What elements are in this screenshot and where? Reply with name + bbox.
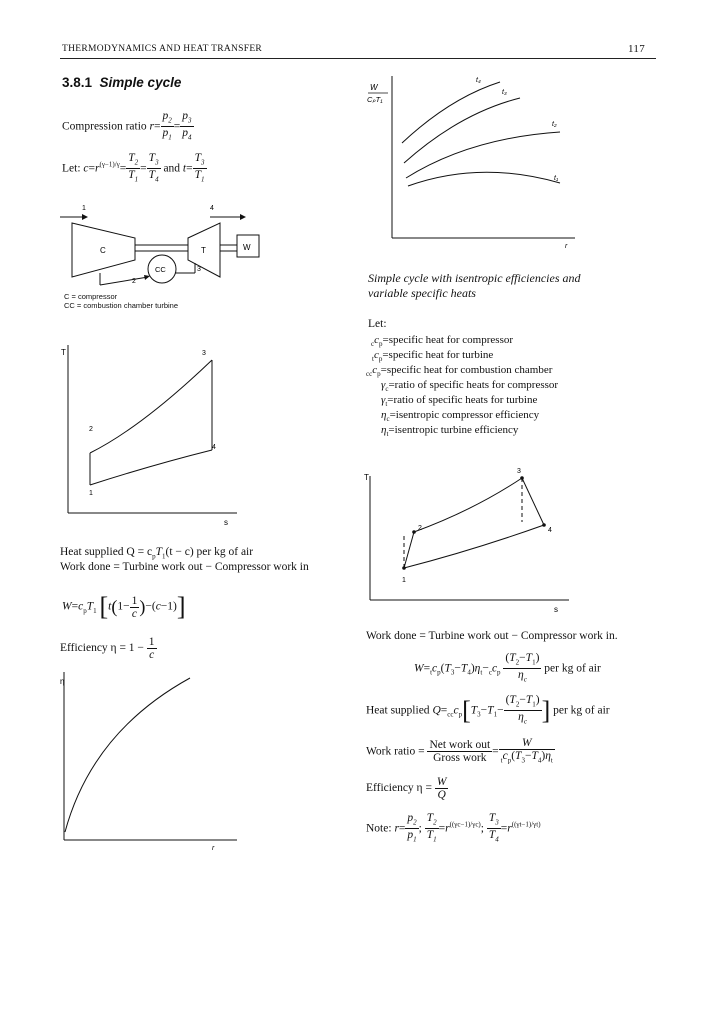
compression-ratio-label: Compression ratio: [62, 120, 147, 133]
eff-axis-eta: η: [60, 677, 65, 686]
page-number: 117: [628, 43, 645, 55]
net-work-label: Net work out: [429, 739, 491, 752]
wgraph-x: r: [565, 243, 568, 250]
note-label: Note:: [366, 822, 392, 835]
def-cpcc: $_{cc}c_p=specific$ heat for combustion chamber: [366, 364, 553, 379]
let-label: Let:: [62, 162, 81, 175]
ts-point-2: 2: [89, 426, 93, 433]
section-heading: [62, 75, 181, 90]
ts-axis-T: T: [61, 348, 66, 357]
caption-line-1: Simple cycle with isentropic efficiencies and: [368, 271, 581, 285]
label-point-2: 2: [132, 278, 136, 285]
right-work-eq: $W=_tc_p(T_3-T_4)\eta_t-_cc_p$ $\frac{(T_2-T_1)}{\eta_c}$ per kg of air: [414, 652, 601, 684]
ts-diagram-simple: [61, 345, 242, 527]
work-vs-r-graph: [360, 68, 580, 248]
ts2-point-1: 1: [402, 577, 406, 584]
heat-supplied-text: Heat supplied Q = c: [60, 546, 153, 558]
gas-turbine-schematic: [60, 205, 280, 295]
ts-diagram-efficiencies: [364, 470, 574, 615]
right-efficiency-label: Efficiency η =: [366, 782, 432, 795]
work-ratio-eq: Work ratio = $\frac{\text{Net work out}}{\text{Gross work}}$ = $\frac{W}{_tc_p(T_3-T_4)\eta_t}$: [366, 737, 553, 765]
ts-point-1: 1: [89, 490, 93, 497]
eff-axis-r: r: [212, 845, 215, 852]
def-gamma-c: $\gamma_c=ratio$ of specific heats for compressor: [381, 379, 559, 394]
def-eta-t: $\eta_t=isentropic$ turbine efficiency: [381, 424, 519, 439]
per-kg-1: per kg of air: [544, 662, 601, 675]
section-title: Simple cycle: [99, 75, 182, 90]
ts2-point-2: 2: [418, 525, 422, 532]
work-done-text: Work done = Turbine work out − Compressor work in: [60, 561, 309, 573]
label-point-4: 4: [210, 205, 214, 212]
right-work-done-text: Work done = Turbine work out − Compressor work in.: [366, 630, 618, 642]
section-number: 3.8.1: [62, 75, 93, 90]
running-header: THERMODYNAMICS AND HEAT TRANSFER: [62, 44, 263, 54]
legend-compressor: C = compressor: [64, 292, 118, 301]
efficiency-eq: Efficiency η = 1 − $\frac{1}{c}$: [60, 636, 155, 661]
legend-combustion: CC = combustion chamber turbine: [64, 301, 179, 310]
wgraph-t2: t₂: [552, 121, 557, 128]
heat-supplied-tail: (t − c) per kg of air: [165, 546, 254, 558]
def-gamma-t: $\gamma_t=ratio$ of specific heats for turbine: [381, 394, 538, 409]
right-efficiency-eq: Efficiency η = $\frac{W}{Q}$: [366, 776, 447, 801]
ts-point-4: 4: [212, 444, 216, 451]
def-eta-c: $\eta_c=isentropic$ compressor efficiency: [381, 409, 540, 424]
label-turbine: T: [201, 246, 206, 255]
compression-ratio-eq: Compression ratio r= $\frac{p_2}{p_1}$ = $\frac{p_3}{p_4}$: [62, 110, 192, 142]
ts-point-3: 3: [202, 350, 206, 357]
wgraph-y-den: CₚT₁: [367, 95, 383, 104]
wgraph-y-num: W: [370, 83, 378, 92]
efficiency-vs-r-graph: [60, 672, 242, 852]
def-cpc: $_cc_p=specific$ heat for compressor: [371, 334, 514, 349]
heat-supplied-label-right: Heat supplied: [366, 704, 430, 717]
label-point-1: 1: [82, 205, 86, 212]
per-kg-2: per kg of air: [553, 704, 610, 717]
right-heat-eq: Heat supplied $Q=_{cc}c_p[T_3-T_1-$ $\frac{(T_2-T_1)}{\eta_c}$ ] per kg of air: [366, 694, 610, 726]
ts2-axis-T: T: [364, 473, 369, 482]
caption-line-2: variable specific heats: [368, 286, 476, 300]
let-c-t-eq: Let: $c=r^{(\gamma-1)/\gamma}=$ $\frac{T_2}{T_1}$ = $\frac{T_3}{T_4}$ and t= $\frac{T_3}{T_1}$: [62, 152, 205, 184]
label-point-3: 3: [197, 266, 201, 273]
and-label: and: [163, 162, 181, 175]
wgraph-t4: t₄: [476, 77, 481, 84]
ts2-axis-s: s: [554, 605, 558, 614]
def-cpt: $_tc_p=specific$ heat for turbine: [372, 349, 494, 364]
ts-axis-s: s: [224, 518, 228, 527]
gross-work-label: Gross work: [433, 752, 487, 765]
label-compressor: C: [100, 246, 106, 255]
header-rule: [60, 58, 656, 59]
efficiency-label: Efficiency η = 1 −: [60, 642, 144, 655]
wgraph-t3: t₃: [502, 89, 507, 96]
note-eq: Note: r= $\frac{p_2}{p_1}$ ; $\frac{T_2}{T_1}$ $=r^{((\gamma c-1)/\gamma c)}$; $\frac{T_3}{T_4}$ $=r^{((\gamma t-1)/\gamma t)}$: [366, 812, 541, 844]
ts2-point-3: 3: [517, 468, 521, 475]
heat-supplied-eq: Heat supplied $Q = c_pT_1(t - c)$ per kg of air: [60, 546, 254, 561]
ts2-point-4: 4: [548, 527, 552, 534]
wgraph-t1: t₁: [554, 175, 559, 182]
label-work: W: [243, 243, 251, 252]
work-ratio-label: Work ratio =: [366, 745, 425, 758]
right-let-label: Let:: [368, 318, 387, 330]
work-equation: $W=c_pT_1$ [t(1− $\frac{1}{c}$ )−(c−1)]: [62, 592, 186, 621]
label-cc: CC: [155, 265, 166, 274]
